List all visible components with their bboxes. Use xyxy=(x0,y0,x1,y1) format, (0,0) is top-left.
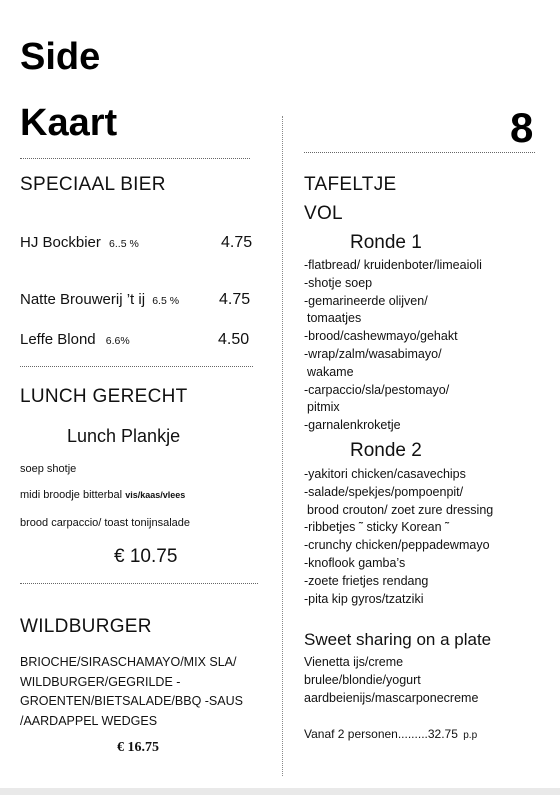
list-item: -gemarineerde olijven/ xyxy=(304,293,428,308)
tafeltje-heading: TAFELTJE xyxy=(304,174,397,195)
list-item: -pita kip gyros/tzatziki xyxy=(304,591,424,606)
sweet-footer-text: Vanaf 2 personen.........32.75 xyxy=(304,727,458,741)
ronde-2-title: Ronde 2 xyxy=(350,440,422,461)
list-item: -yakitori chicken/casavechips xyxy=(304,467,466,481)
lunch-line: brood carpaccio/ toast tonijnsalade xyxy=(20,517,190,529)
wildburger-price: € 16.75 xyxy=(117,740,159,755)
list-item: -ribbetjes ˜ sticky Korean ˜ xyxy=(304,520,450,535)
wildburger-line: BRIOCHE/SIRASCHAMAYO/MIX SLA/ xyxy=(20,655,237,669)
page-number: 8 xyxy=(510,104,534,151)
list-item: pitmix xyxy=(307,400,340,415)
sweet-line: brulee/blondie/yogurt xyxy=(304,672,421,687)
lunch-line-text: midi broodje bitterbal xyxy=(20,489,123,501)
list-item: -carpaccio/sla/pestomayo/ xyxy=(304,382,450,397)
page-bottom-bar xyxy=(0,788,560,795)
beer-item xyxy=(20,331,130,348)
ronde-1-list xyxy=(304,257,482,435)
sweet-line: aardbeienijs/mascarponecreme xyxy=(304,690,479,705)
lunch-line: soep shotje xyxy=(20,463,77,475)
divider xyxy=(20,583,258,584)
divider-top-right xyxy=(304,152,535,153)
list-item: tomaatjes xyxy=(307,311,362,326)
sweet-footer xyxy=(304,727,477,741)
beer-item xyxy=(20,291,179,308)
column-divider xyxy=(282,116,283,776)
wildburger-line: WILDBURGER/GEGRILDE - xyxy=(20,674,181,689)
lunch-line xyxy=(20,489,185,501)
beer-name: Natte Brouwerij ’t ij xyxy=(20,291,146,308)
divider xyxy=(20,366,253,367)
speciaal-bier-heading: SPECIAAL BIER xyxy=(20,174,166,195)
lunch-line-options: vis/kaas/vlees xyxy=(125,490,186,500)
lunch-price: € 10.75 xyxy=(114,546,178,567)
sweet-description xyxy=(304,654,478,707)
beer-name: Leffe Blond xyxy=(20,331,96,348)
ronde-2-list xyxy=(304,466,493,608)
sweet-footer-unit: p.p xyxy=(463,730,478,741)
list-item: -crunchy chicken/peppadewmayo xyxy=(304,538,490,553)
list-item: wakame xyxy=(307,364,354,379)
lunch-heading: LUNCH GERECHT xyxy=(20,386,188,407)
sweet-heading: Sweet sharing on a plate xyxy=(304,630,492,649)
beer-name: HJ Bockbier xyxy=(20,234,101,251)
beer-price: 4.50 xyxy=(218,331,250,348)
beer-price: 4.75 xyxy=(221,234,253,251)
list-item: -zoete frietjes rendang xyxy=(304,573,429,588)
list-item: -shotje soep xyxy=(304,275,373,290)
wildburger-heading: WILDBURGER xyxy=(20,616,152,637)
lunch-subtitle: Lunch Plankje xyxy=(67,426,181,446)
title-kaart: Kaart xyxy=(20,102,118,144)
divider-top-left xyxy=(20,158,250,159)
wildburger-line: /AARDAPPEL WEDGES xyxy=(20,713,158,728)
title-side: Side xyxy=(20,36,101,78)
tafeltje-heading-vol: VOL xyxy=(304,203,343,224)
beer-abv: 6..5 % xyxy=(109,238,139,250)
ronde-1-title: Ronde 1 xyxy=(350,232,422,253)
list-item: -brood/cashewmayo/gehakt xyxy=(304,329,458,344)
list-item: -flatbread/ kruidenboter/limeaioli xyxy=(304,258,482,272)
wildburger-line: GROENTEN/BIETSALADE/BBQ -SAUS xyxy=(20,694,243,708)
list-item: -salade/spekjes/pompoenpit/ xyxy=(304,484,464,499)
list-item: -knoflook gamba’s xyxy=(304,555,406,570)
beer-abv: 6.6% xyxy=(105,335,130,347)
wildburger-description xyxy=(20,653,243,731)
sweet-line: Vienetta ijs/creme xyxy=(304,655,404,669)
beer-price: 4.75 xyxy=(219,291,251,308)
beer-item xyxy=(20,234,139,251)
list-item: -garnalenkroketje xyxy=(304,418,401,433)
list-item: -wrap/zalm/wasabimayo/ xyxy=(304,346,442,361)
beer-abv: 6.5 % xyxy=(152,295,180,307)
list-item: brood crouton/ zoet zure dressing xyxy=(307,502,494,517)
